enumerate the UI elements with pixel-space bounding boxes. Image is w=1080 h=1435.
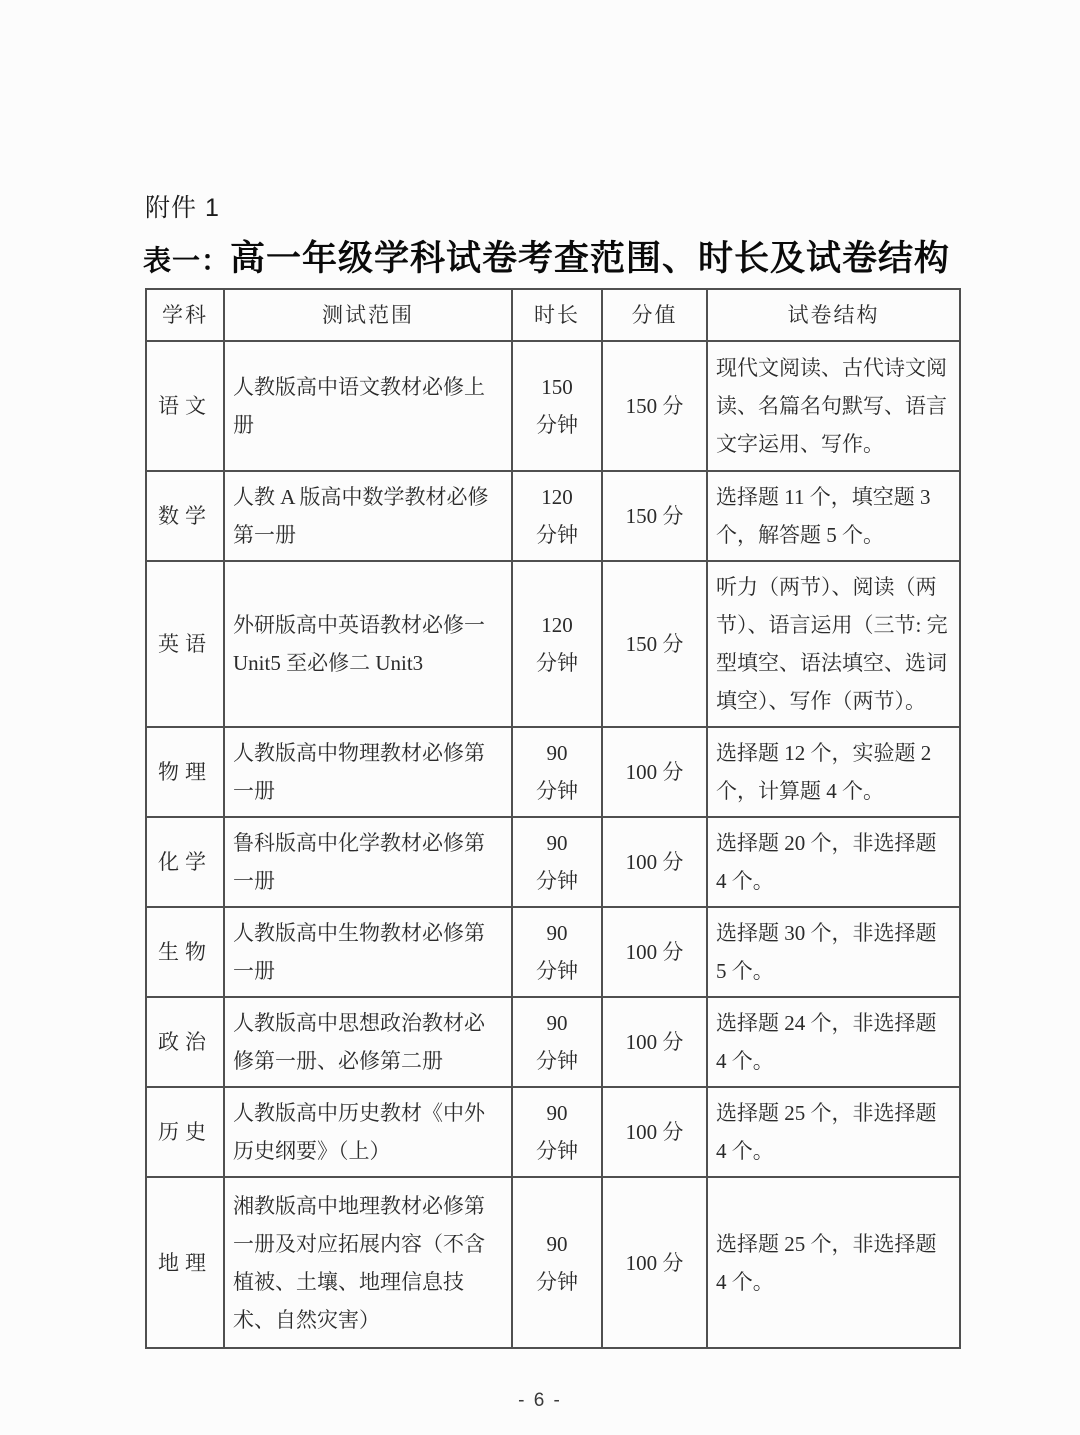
structure-cell: 选择题 25 个，非选择题 4 个。 [707, 1087, 960, 1177]
duration-cell [512, 907, 602, 997]
table-row-history [146, 1087, 960, 1177]
subject-cell: 生物 [146, 907, 224, 997]
subject-cell: 物理 [146, 727, 224, 817]
table-caption [143, 231, 973, 281]
col-header-scope: 测试范围 [224, 289, 512, 341]
subject-cell: 英语 [146, 561, 224, 727]
table-row-geography [146, 1177, 960, 1348]
structure-cell: 选择题 30 个，非选择题 5 个。 [707, 907, 960, 997]
duration-cell [512, 727, 602, 817]
score-cell: 100 分 [602, 817, 707, 907]
structure-cell: 选择题 25 个，非选择题 4 个。 [707, 1177, 960, 1348]
attachment-label: 附件 1 [145, 194, 220, 222]
duration-cell [512, 471, 602, 561]
subject-cell: 地理 [146, 1177, 224, 1348]
score-cell: 100 分 [602, 997, 707, 1087]
duration-value: 90 [546, 1101, 568, 1125]
exam-spec-table [145, 288, 961, 1349]
scope-cell: 鲁科版高中化学教材必修第一册 [224, 817, 512, 907]
score-cell: 100 分 [602, 1087, 707, 1177]
subject-cell: 政治 [146, 997, 224, 1087]
duration-cell [512, 561, 602, 727]
table-row-biology [146, 907, 960, 997]
duration-unit: 分钟 [536, 1139, 578, 1163]
table-row-physics [146, 727, 960, 817]
col-header-structure: 试卷结构 [707, 289, 960, 341]
scope-cell: 人教 A 版高中数学教材必修第一册 [224, 471, 512, 561]
col-header-score: 分值 [602, 289, 707, 341]
score-cell: 100 分 [602, 907, 707, 997]
scope-cell: 人教版高中历史教材《中外历史纲要》（上） [224, 1087, 512, 1177]
subject-cell: 历史 [146, 1087, 224, 1177]
duration-cell [512, 997, 602, 1087]
table-caption-title: 高一年级学科试卷考查范围、时长及试卷结构 [230, 239, 951, 278]
duration-value: 90 [546, 1011, 568, 1035]
score-cell: 150 分 [602, 561, 707, 727]
duration-unit: 分钟 [536, 651, 578, 675]
duration-cell [512, 1087, 602, 1177]
table-row-chemistry [146, 817, 960, 907]
duration-unit: 分钟 [536, 413, 578, 437]
col-header-duration: 时长 [512, 289, 602, 341]
structure-cell: 选择题 20 个，非选择题 4 个。 [707, 817, 960, 907]
subject-cell: 语文 [146, 341, 224, 471]
duration-value: 90 [546, 831, 568, 855]
scope-cell: 湘教版高中地理教材必修第一册及对应拓展内容（不含植被、土壤、地理信息技术、自然灾害） [224, 1177, 512, 1348]
duration-cell [512, 1177, 602, 1348]
scope-cell: 人教版高中思想政治教材必修第一册、必修第二册 [224, 997, 512, 1087]
duration-value: 120 [541, 485, 573, 509]
duration-value: 90 [546, 1231, 568, 1256]
table-row-politics [146, 997, 960, 1087]
table-row-english [146, 561, 960, 727]
table-row-chinese [146, 341, 960, 471]
duration-value: 90 [546, 741, 568, 765]
table-caption-prefix: 表一： [143, 246, 231, 277]
duration-unit: 分钟 [536, 869, 578, 893]
duration-unit: 分钟 [536, 1049, 578, 1073]
scope-cell: 人教版高中生物教材必修第一册 [224, 907, 512, 997]
scope-cell: 人教版高中语文教材必修上册 [224, 341, 512, 471]
structure-cell: 听力（两节）、阅读（两节）、语言运用（三节: 完型填空、语法填空、选词填空）、写作（两节）。 [707, 561, 960, 727]
table-row-math [146, 471, 960, 561]
duration-unit: 分钟 [536, 523, 578, 547]
score-cell: 100 分 [602, 727, 707, 817]
score-cell: 100 分 [602, 1177, 707, 1348]
duration-unit: 分钟 [536, 779, 578, 803]
duration-value: 90 [546, 921, 568, 945]
structure-cell: 选择题 11 个，填空题 3 个，解答题 5 个。 [707, 471, 960, 561]
subject-cell: 数学 [146, 471, 224, 561]
structure-cell: 选择题 24 个，非选择题 4 个。 [707, 997, 960, 1087]
duration-unit: 分钟 [536, 1269, 578, 1294]
page-number: - 6 - [518, 1390, 562, 1411]
structure-cell: 现代文阅读、古代诗文阅读、名篇名句默写、语言文字运用、写作。 [707, 341, 960, 471]
score-cell: 150 分 [602, 471, 707, 561]
score-cell: 150 分 [602, 341, 707, 471]
duration-value: 150 [541, 375, 573, 399]
scope-cell: 外研版高中英语教材必修一 Unit5 至必修二 Unit3 [224, 561, 512, 727]
subject-cell: 化学 [146, 817, 224, 907]
duration-unit: 分钟 [536, 959, 578, 983]
col-header-subject: 学科 [146, 289, 224, 341]
duration-value: 120 [541, 613, 573, 637]
structure-cell: 选择题 12 个，实验题 2 个，计算题 4 个。 [707, 727, 960, 817]
scope-cell: 人教版高中物理教材必修第一册 [224, 727, 512, 817]
duration-cell [512, 341, 602, 471]
table-header-row [146, 289, 960, 341]
duration-cell [512, 817, 602, 907]
